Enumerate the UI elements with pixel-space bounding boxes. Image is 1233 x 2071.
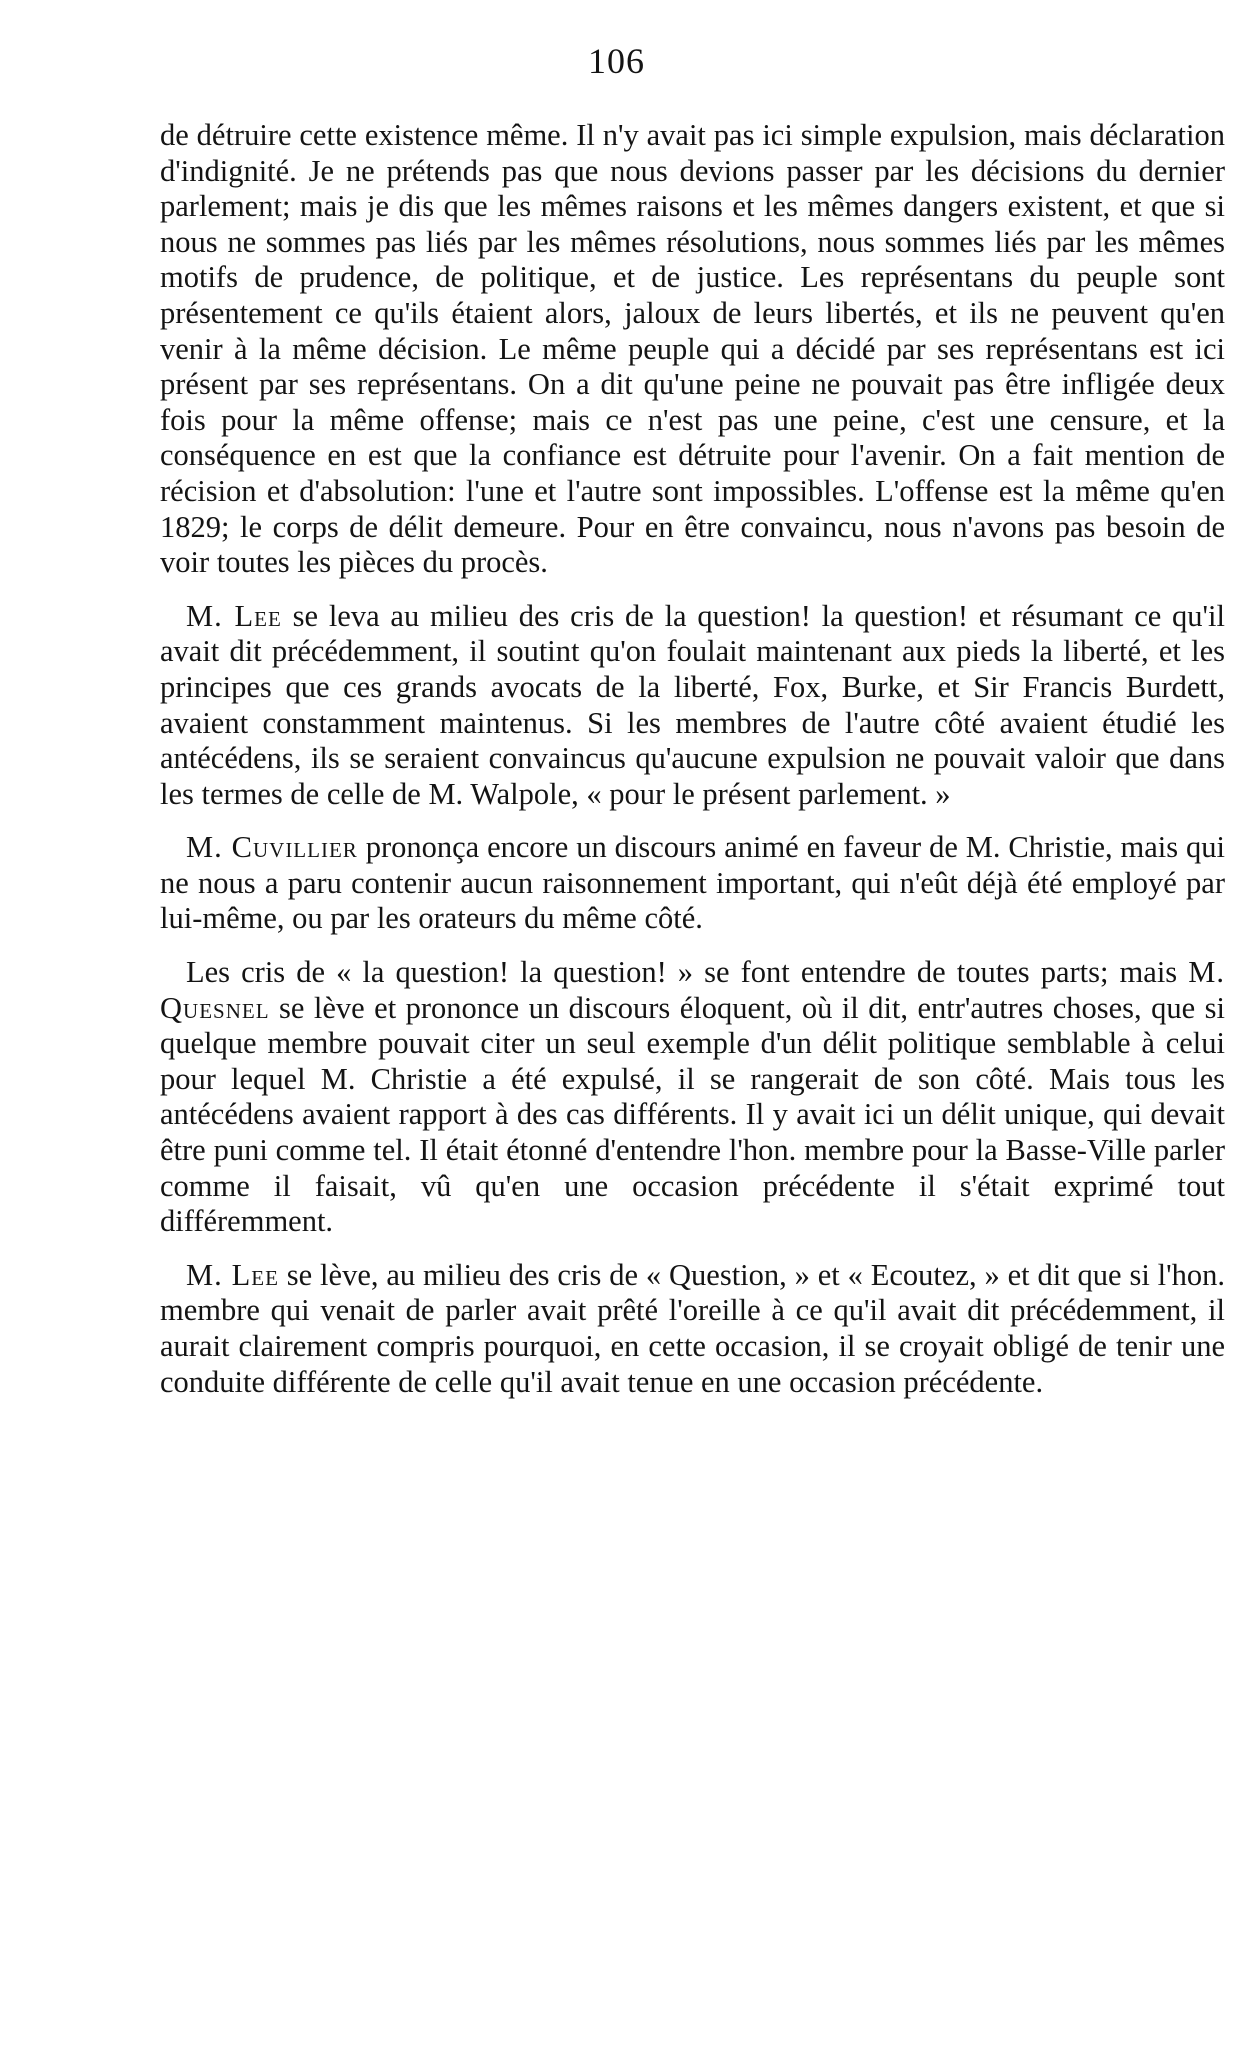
paragraph-5 bbox=[160, 1258, 1225, 1400]
speaker-name: M. Cuvillier bbox=[186, 830, 358, 865]
speaker-name: M. Lee bbox=[186, 1257, 279, 1292]
paragraph-4-text: se lève et prononce un discours éloquent, où il dit, entr'autres choses, que si quelque membre pouvait citer un seul exemple d'un délit politique semblable à celui pour lequel M. Christie a été expulsé, il se rangerait de son côté. Mais tous les antécédens avaient rapport à des cas différents. Il y avait ici un délit unique, qui devait être puni comme tel. Il était étonné d'entendre l'hon. membre pour la Basse-Ville parler comme il faisait, vû qu'en une occasion précédente il s'était exprimé tout différemment. bbox=[160, 990, 1225, 1239]
paragraph-1 bbox=[160, 118, 1225, 581]
paragraph-1-text: de détruire cette existence même. Il n'y avait pas ici simple expulsion, mais déclaration d'indignité. Je ne prétends pas que nous devions passer par les décisions du dernier parlement; mais je dis que les mêmes raisons et les mêmes dangers existent, et que si nous ne sommes pas liés par les mêmes résolutions, nous sommes liés par les mêmes motifs de prudence, de politique, et de justice. Les représentans du peuple sont présentement ce qu'ils étaient alors, jaloux de leurs libertés, et ils ne peuvent qu'en venir à la même décision. Le même peuple qui a décidé par ses représentans est ici présent par ses représentans. On a dit qu'une peine ne pouvait pas être infligée deux fois pour la même offense; mais ce n'est pas une peine, c'est une censure, et la conséquence en est que la confiance est détruite pour l'avenir. On a fait mention de récision et d'absolution: l'une et l'autre sont impossibles. L'offense est la même qu'en 1829; le corps de délit demeure. Pour en être convaincu, nous n'avons pas besoin de voir toutes les pièces du procès. bbox=[160, 118, 1225, 580]
paragraph-5-text: se lève, au milieu des cris de « Question, » et « Ecoutez, » et dit que si l'hon. membre qui venait de parler avait prêté l'oreille à ce qu'il avait dit précédemment, il aurait clairement compris pourquoi, en cette occasion, il se croyait obligé de tenir une conduite différente de celle qu'il avait tenue en une occasion précédente. bbox=[160, 1257, 1226, 1399]
paragraph-2 bbox=[160, 599, 1225, 813]
paragraph-3 bbox=[160, 830, 1225, 937]
body-text bbox=[160, 118, 1225, 1400]
paragraph-3-text: prononça encore un discours animé en faveur de M. Christie, mais qui ne nous a paru contenir aucun raisonnement important, qui n'eût déjà été employé par lui-même, ou par les orateurs du même côté. bbox=[160, 830, 1225, 936]
paragraph-2-text: se leva au milieu des cris de la question! la question! et résumant ce qu'il avait dit précédemment, il soutint qu'on foulait maintenant aux pieds la liberté, et les principes que ces grands avocats de la liberté, Fox, Burke, et Sir Francis Burdett, avaient constamment maintenus. Si les membres de l'autre côté avaient étudié les antécédens, ils se seraient convaincus qu'aucune expulsion ne pouvait valoir que dans les termes de celle de M. Walpole, « pour le présent parlement. » bbox=[160, 598, 1226, 811]
speaker-name: M. Quesnel bbox=[160, 955, 1225, 1025]
page-number: 106 bbox=[588, 41, 645, 81]
paragraph-4 bbox=[160, 955, 1225, 1240]
paragraph-4-text-before: Les cris de « la question! la question! » se font entendre de toutes parts; mais bbox=[186, 955, 1189, 990]
speaker-name: M. Lee bbox=[186, 598, 282, 633]
